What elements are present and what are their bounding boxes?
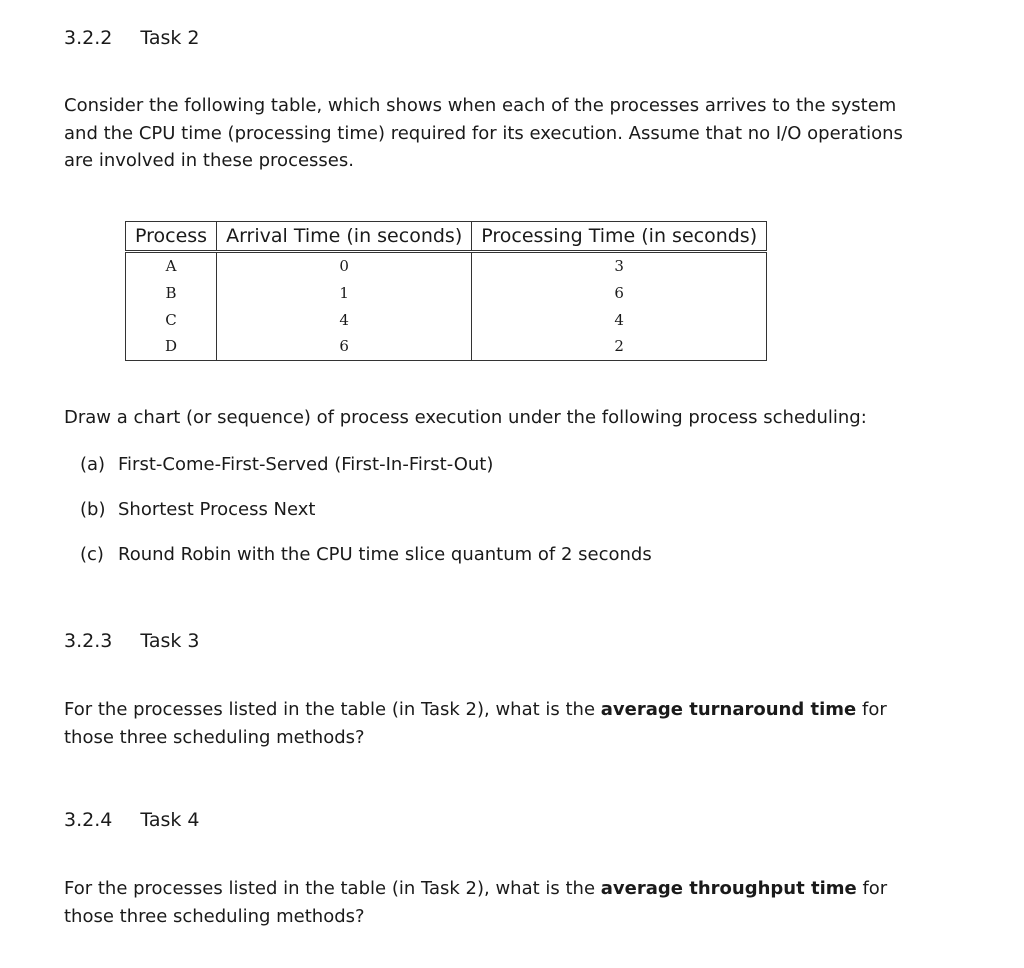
question-emphasis: average throughput time [600,878,857,899]
list-item [80,454,652,499]
cell-arrival: 0 [217,252,472,280]
cell-arrival: 4 [217,306,472,333]
header-process: Process [126,222,217,252]
question-text: for those three scheduling methods? [64,699,887,748]
question-text: for those three scheduling methods? [64,878,888,927]
list-item [80,544,652,589]
question-text: For the processes listed in the table (in Task 2), what is the [64,878,601,899]
cell-processing: 2 [472,333,767,360]
list-item-text: Round Robin with the CPU time slice quantum of 2 seconds [118,544,652,565]
task4-question [64,875,914,930]
cell-processing: 4 [472,306,767,333]
question-emphasis: average turnaround time [600,699,857,720]
list-item [80,499,652,544]
process-table [125,221,767,361]
table-row [126,280,767,307]
section-heading-task2 [64,27,200,49]
section-heading-task3 [64,630,200,652]
section-number: 3.2.3 [64,630,113,652]
cell-process: C [126,306,217,333]
header-arrival-time: Arrival Time (in seconds) [217,222,472,252]
list-item-label: (a) [80,454,106,475]
table-row [126,333,767,360]
section-title: Task 4 [140,809,200,831]
cell-arrival: 1 [217,280,472,307]
section-number: 3.2.2 [64,27,113,49]
section-number: 3.2.4 [64,809,113,831]
cell-process: D [126,333,217,360]
section-title: Task 3 [140,630,200,652]
question-text: For the processes listed in the table (in Task 2), what is the [64,699,601,720]
table-row [126,252,767,280]
cell-processing: 6 [472,280,767,307]
section-heading-task4 [64,809,200,831]
task2-instruction: Draw a chart (or sequence) of process execution under the following process scheduling: [64,407,867,428]
list-item-text: Shortest Process Next [118,499,316,520]
section-title: Task 2 [140,27,200,49]
table-row [126,306,767,333]
task2-intro: Consider the following table, which shows when each of the processes arrives to the system and the CPU time (processing time) required for its execution. Assume that no I/O operations are involved in these processes. [64,95,903,171]
cell-processing: 3 [472,252,767,280]
scheduling-list [80,454,652,589]
list-item-label: (b) [80,499,106,520]
cell-process: A [126,252,217,280]
task3-question [64,696,914,751]
list-item-text: First-Come-First-Served (First-In-First-Out) [118,454,494,475]
list-item-label: (c) [80,544,104,565]
cell-process: B [126,280,217,307]
table-header-row [126,222,767,252]
header-processing-time: Processing Time (in seconds) [472,222,767,252]
cell-arrival: 6 [217,333,472,360]
